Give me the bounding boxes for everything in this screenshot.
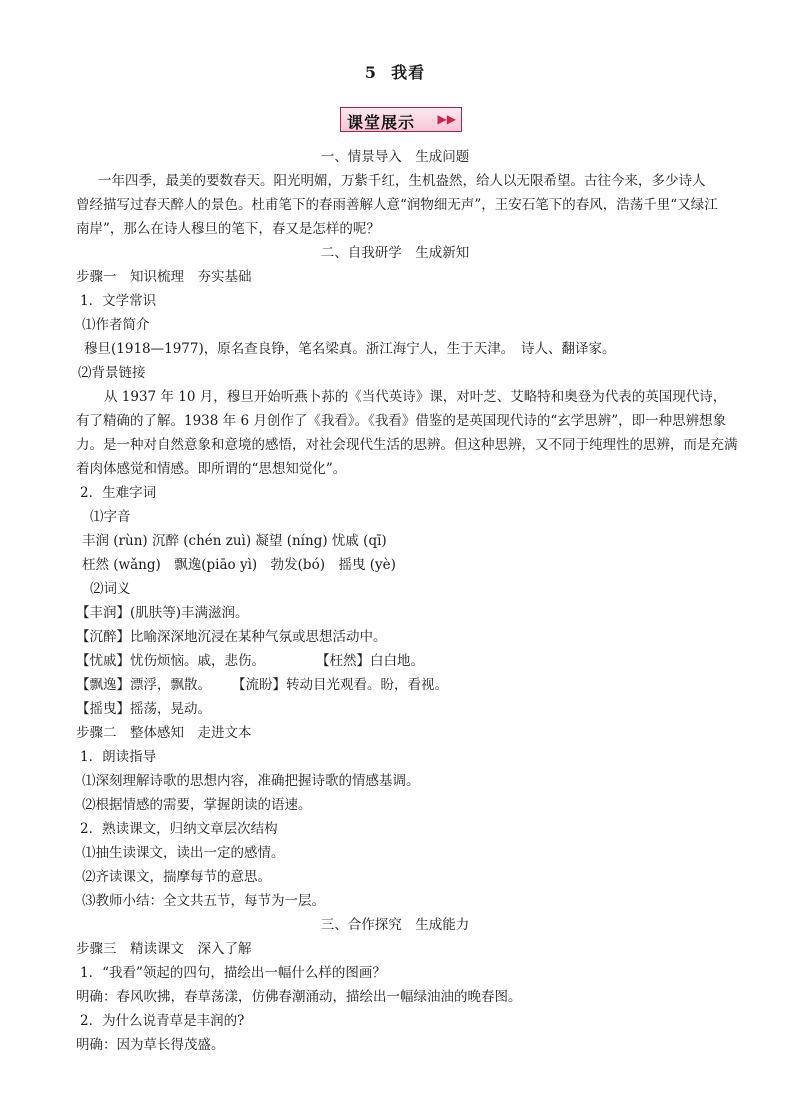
text-line-h1: 1．文学常识 (80, 293, 157, 309)
text-line-p3b: 有了精确的了解。1938 年 6 月创作了《我看》。《我看》借鉴的是英国现代诗的“玄学思辨”，即一种思辨想象 (76, 413, 727, 429)
text-line-q2: 2．为什么说青草是丰润的? (80, 1013, 245, 1029)
lesson-title (0, 60, 790, 83)
text-line-h2: 2．生难字词 (80, 485, 157, 501)
text-line-h3: 1．朗读指导 (80, 749, 157, 765)
text-line-d3b: 【枉然】白白地。 (316, 653, 424, 669)
text-line-h2a: ⑴字音 (90, 509, 131, 525)
text-line-p3a: 从 1937 年 10 月，穆旦开始听燕卜荪的《当代英诗》课，对叶芝、艾略特和奥登为代表的英国现代诗， (104, 389, 727, 405)
text-line-q1: 1．“我看”领起的四句，描绘出一幅什么样的图画？ (80, 965, 386, 981)
text-line-p1b: 曾经描写过春天醉人的景色。杜甫笔下的春雨善解人意“润物细无声”，王安石笔下的春风，浩荡千里“又绿江 (76, 197, 718, 213)
text-line-d4b: 【流盼】转动目光观看。盼，看视。 (232, 677, 448, 693)
double-chevron-right-icon: ▶▶ (437, 112, 456, 126)
text-line-p3d: 着肉体感觉和情感。即所谓的“思想知觉化”。 (76, 461, 347, 477)
text-line-h3b: ⑵根据情感的需要，掌握朗读的语速。 (82, 797, 312, 813)
lesson-title-text: 我看 (391, 63, 426, 82)
text-line-p2: 穆旦(1918—1977)，原名查良铮，笔名梁真。浙江海宁人，生于天津。 诗人、翻译家。 (84, 341, 616, 357)
text-line-s3: 三、合作探究 生成能力 (320, 917, 470, 933)
text-line-s1: 一、情景导入 生成问题 (320, 149, 470, 165)
text-line-p3c: 力。是一种对自然意象和意境的感悟，对社会现代生活的思辨。但这种思辨，又不同于纯理性的思辨，而是充满 (76, 437, 738, 453)
text-line-st2: 步骤二 整体感知 走进文本 (76, 725, 252, 741)
text-line-d5: 【摇曳】摇荡，晃动。 (76, 701, 211, 717)
text-line-h1b: ⑵背景链接 (78, 365, 146, 381)
text-line-h4c: ⑶教师小结：全文共五节，每节为一层。 (82, 893, 325, 909)
text-line-d1: 【丰润】(肌肤等)丰满滋润。 (76, 605, 249, 621)
text-line-d4a: 【飘逸】漂浮，飘散。 (76, 677, 211, 693)
text-line-h3a: ⑴深刻理解诗歌的思想内容，准确把握诗歌的情感基调。 (82, 773, 420, 789)
banner-label: 课堂展示 (347, 113, 416, 132)
text-line-s2: 二、自我研学 生成新知 (320, 245, 470, 261)
text-line-a1: 明确：春风吹拂，春草荡漾，仿佛春潮涌动，描绘出一幅绿油油的晚春图。 (76, 989, 522, 1005)
text-line-st1: 步骤一 知识梳理 夯实基础 (76, 269, 252, 285)
text-line-h4a: ⑴抽生读课文，读出一定的感情。 (82, 845, 285, 861)
section-banner (340, 107, 462, 132)
text-line-h4: 2．熟读课文，归纳文章层次结构 (80, 821, 278, 837)
text-line-w2: 枉然 (wǎng) 飘逸(piāo yì) 勃发(bó) 摇曳 (yè) (82, 557, 396, 573)
text-line-a2: 明确：因为草长得茂盛。 (76, 1037, 225, 1053)
text-line-d2: 【沉醉】比喻深深地沉浸在某种气氛或思想活动中。 (76, 629, 387, 645)
text-line-st3: 步骤三 精读课文 深入了解 (76, 941, 252, 957)
text-line-p1a: 一年四季，最美的要数春天。阳光明媚，万紫千红，生机盎然，给人以无限希望。古往今来，多少诗人 (98, 173, 706, 189)
text-line-h2b: ⑵词义 (90, 581, 131, 597)
text-line-p1c: 南岸”，那么在诗人穆旦的笔下，春又是怎样的呢？ (76, 221, 380, 237)
text-line-d3a: 【忧戚】忧伤烦恼。戚，悲伤。 (76, 653, 265, 669)
text-line-w1: 丰润 (rùn) 沉醉 (chén zuì) 凝望 (níng) 忧戚 (qī) (82, 533, 387, 549)
lesson-number: 5 (364, 63, 378, 82)
text-line-h1a: ⑴作者简介 (82, 317, 150, 333)
text-line-h4b: ⑵齐读课文，揣摩每节的意思。 (82, 869, 271, 885)
